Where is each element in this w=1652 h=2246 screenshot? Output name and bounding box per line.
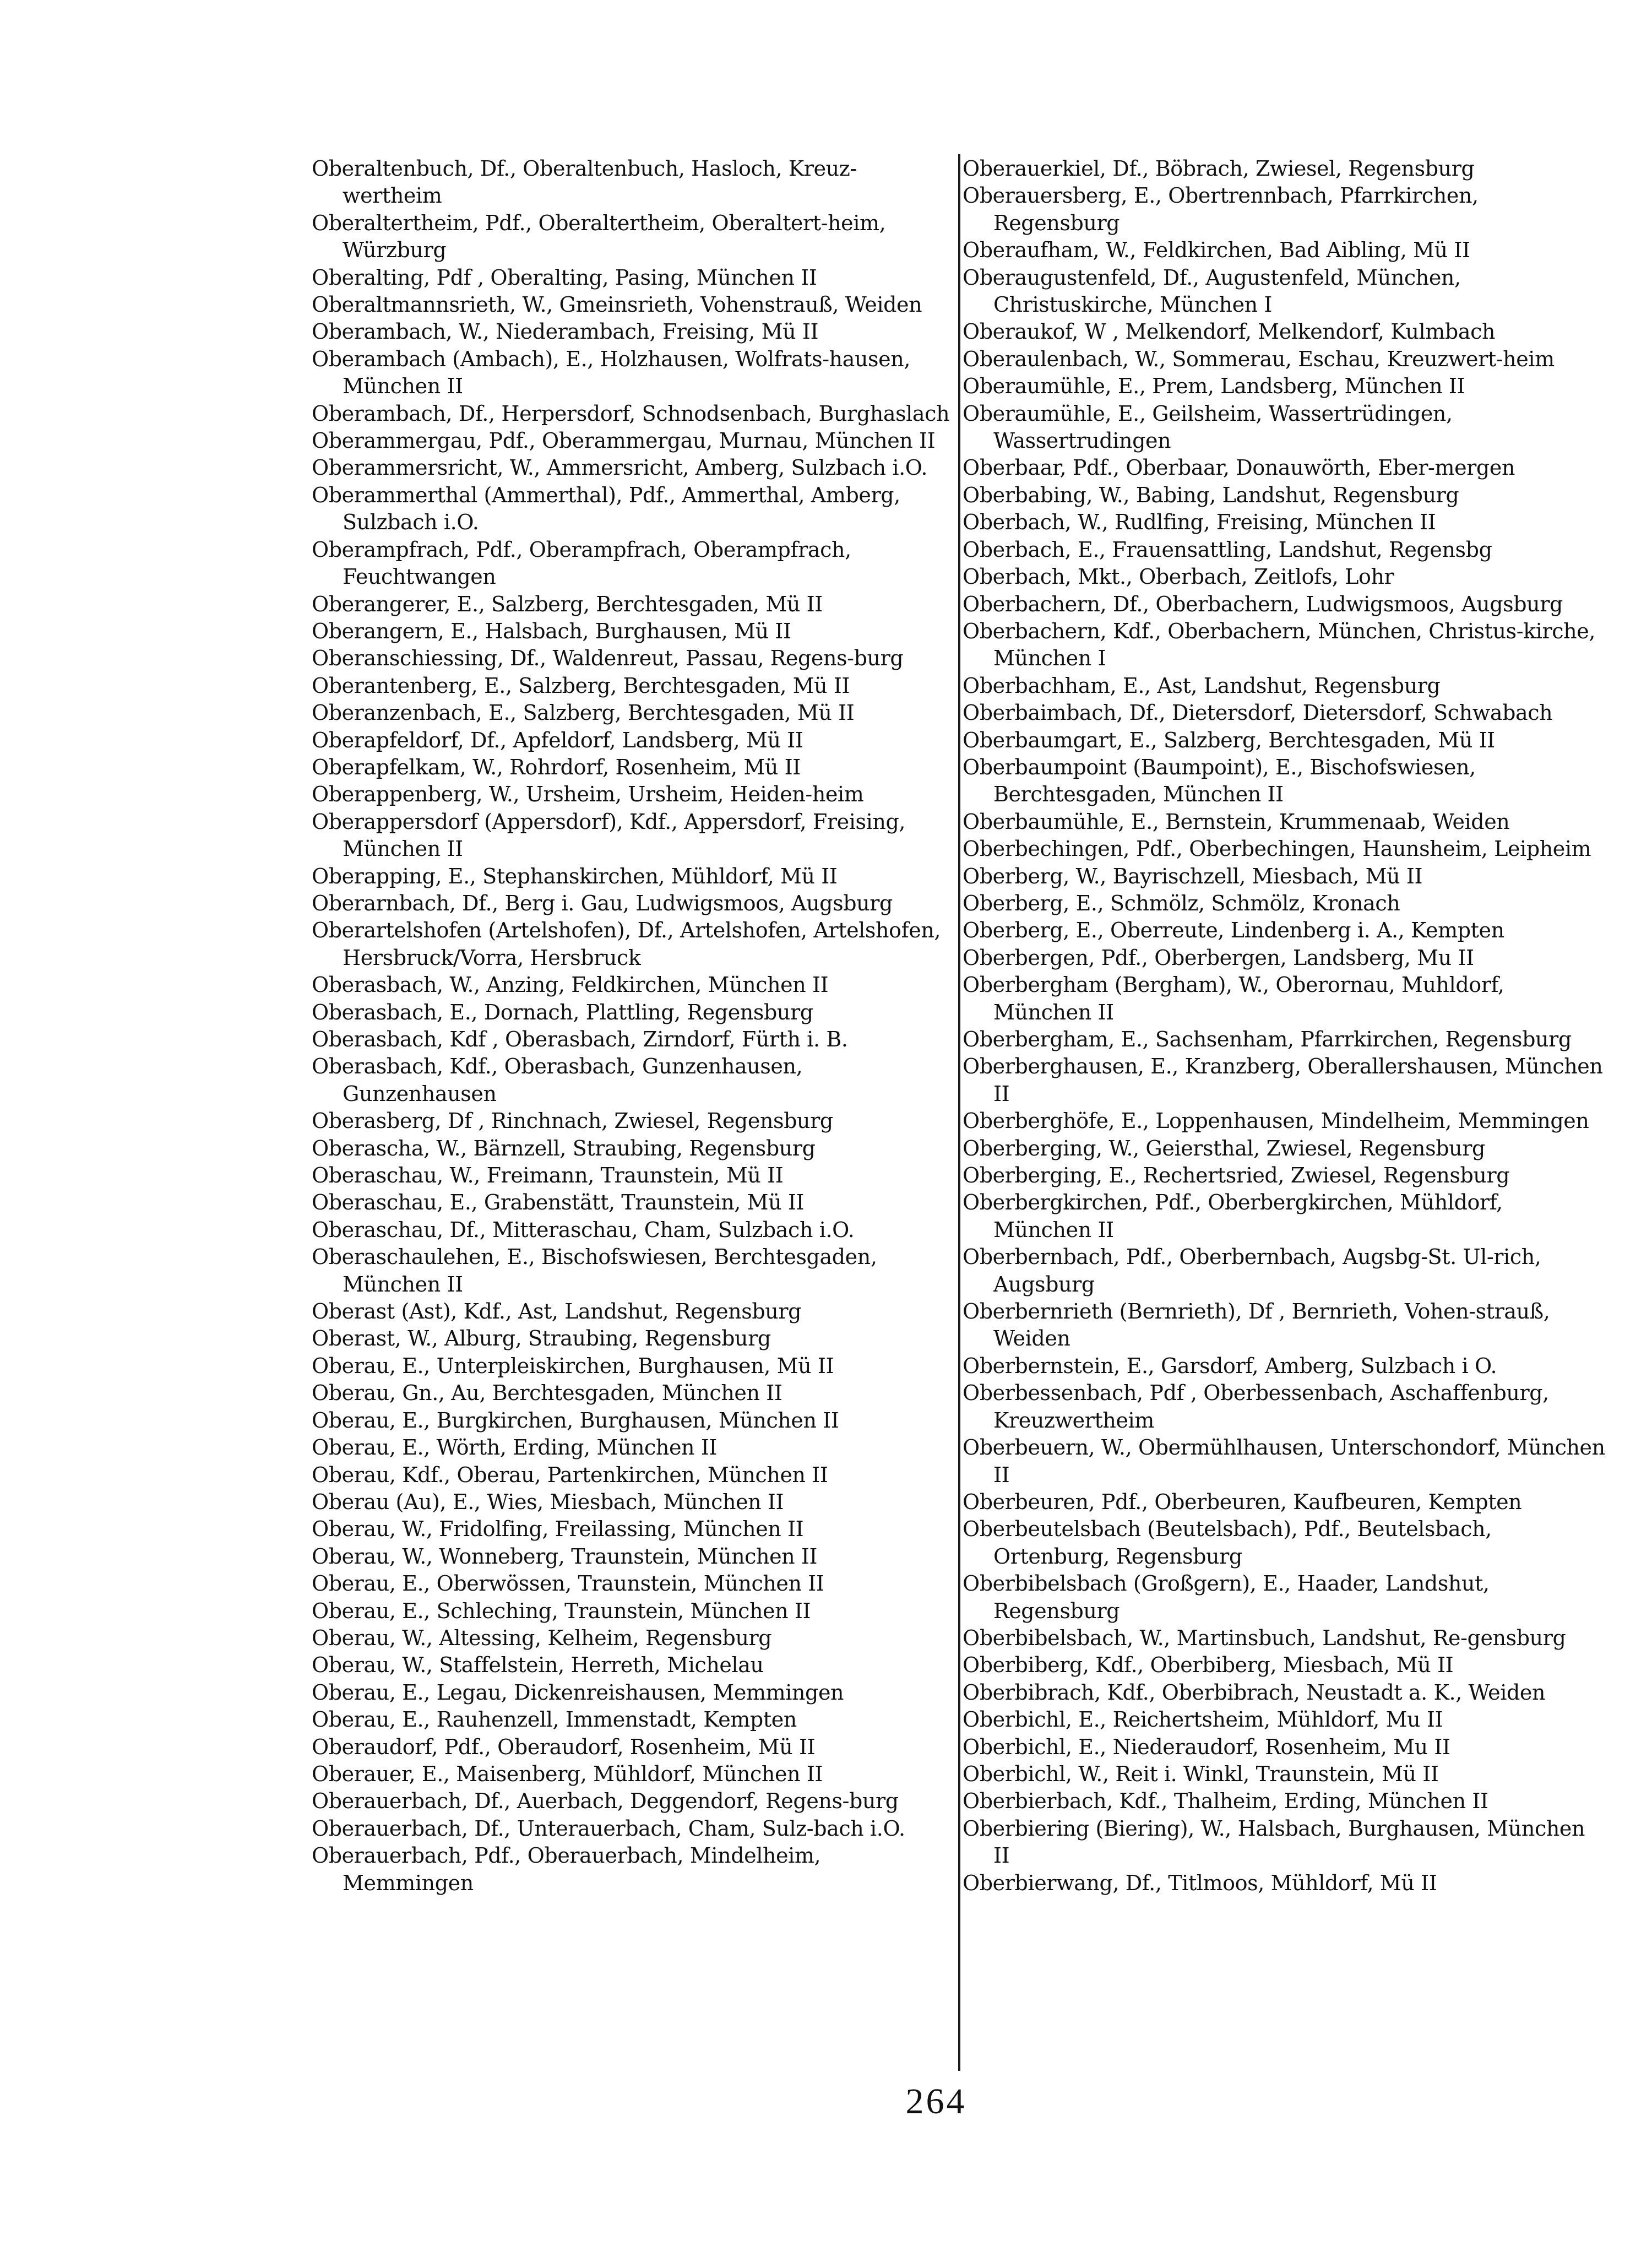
gazetteer-entry: Oberberg, E., Schmölz, Schmölz, Kronach	[963, 891, 1400, 915]
gazetteer-entry: Oberbiering (Biering), W., Halsbach, Burghausen, München II	[963, 1816, 1585, 1868]
gazetteer-entry: Oberapping, E., Stephanskirchen, Mühldorf, Mü II	[312, 864, 838, 888]
gazetteer-entry: Oberau, E., Schleching, Traunstein, München II	[312, 1598, 811, 1623]
gazetteer-entry: Oberaschau, Df., Mitteraschau, Cham, Sulzbach i.O.	[312, 1217, 855, 1242]
column-divider	[958, 154, 960, 2071]
page-number: 264	[905, 2081, 967, 2122]
gazetteer-entry: Oberberg, E., Oberreute, Lindenberg i. A., Kempten	[963, 918, 1504, 943]
gazetteer-entry: Oberauer, E., Maisenberg, Mühldorf, München II	[312, 1761, 823, 1786]
gazetteer-entry: Oberaudorf, Pdf., Oberaudorf, Rosenheim, Mü II	[312, 1734, 816, 1759]
gazetteer-entry: Oberbaar, Pdf., Oberbaar, Donauwörth, Eber-mergen	[963, 455, 1515, 480]
gazetteer-entry: Oberambach, W., Niederambach, Freising, Mü II	[312, 319, 819, 344]
gazetteer-entry: Oberau, W., Staffelstein, Herreth, Michelau	[312, 1653, 764, 1678]
gazetteer-entry: Oberbabing, W., Babing, Landshut, Regensburg	[963, 482, 1459, 507]
gazetteer-entry: Oberaumühle, E., Prem, Landsberg, München II	[963, 374, 1465, 399]
gazetteer-entry: Oberaukof, W , Melkendorf, Melkendorf, Kulmbach	[963, 319, 1496, 344]
gazetteer-entry: Oberbibelsbach (Großgern), E., Haader, Landshut, Regensburg	[963, 1571, 1490, 1623]
gazetteer-entry: Oberauersberg, E., Obertrennbach, Pfarrkirchen, Regensburg	[963, 183, 1479, 235]
gazetteer-entry: Oberau, E., Rauhenzell, Immenstadt, Kempten	[312, 1707, 797, 1732]
gazetteer-entry: Oberbaumgart, E., Salzberg, Berchtesgaden, Mü II	[963, 728, 1495, 752]
gazetteer-entry: Oberauerbach, Pdf., Oberauerbach, Mindelheim, Memmingen	[312, 1843, 821, 1895]
gazetteer-entry: Oberasbach, Kdf., Oberasbach, Gunzenhausen, Gunzenhausen	[312, 1054, 803, 1106]
gazetteer-entry: Oberasbach, E., Dornach, Plattling, Regensburg	[312, 1000, 813, 1024]
left-column	[312, 155, 955, 1897]
gazetteer-entry: Oberbierwang, Df., Titlmoos, Mühldorf, Mü II	[963, 1870, 1437, 1895]
gazetteer-entry: Oberbergen, Pdf., Oberbergen, Landsberg, Mu II	[963, 945, 1474, 970]
gazetteer-entry: Oberbach, Mkt., Oberbach, Zeitlofs, Lohr	[963, 565, 1394, 589]
gazetteer-entry: Oberaschaulehen, E., Bischofswiesen, Berchtesgaden, München II	[312, 1245, 877, 1296]
gazetteer-entry: Oberaltenbuch, Df., Oberaltenbuch, Hasloch, Kreuz-wertheim	[312, 156, 857, 208]
gazetteer-entry: Oberbierbach, Kdf., Thalheim, Erding, München II	[963, 1789, 1488, 1814]
gazetteer-entry: Oberbachham, E., Ast, Landshut, Regensburg	[963, 673, 1441, 698]
gazetteer-entry: Oberartelshofen (Artelshofen), Df., Artelshofen, Artelshofen, Hersbruck/Vorra, Hersbruck	[312, 918, 941, 970]
gazetteer-entry: Oberappersdorf (Appersdorf), Kdf., Appersdorf, Freising, München II	[312, 809, 906, 861]
gazetteer-entry: Oberau, W., Wonneberg, Traunstein, München II	[312, 1544, 818, 1569]
gazetteer-entry: Oberangerer, E., Salzberg, Berchtesgaden, Mü II	[312, 592, 823, 616]
gazetteer-entry: Oberammerthal (Ammerthal), Pdf., Ammerthal, Amberg, Sulzbach i.O.	[312, 482, 900, 535]
gazetteer-entry: Oberapfelkam, W., Rohrdorf, Rosenheim, Mü II	[312, 755, 801, 779]
gazetteer-entry: Oberau, Gn., Au, Berchtesgaden, München II	[312, 1381, 782, 1406]
gazetteer-entry: Oberangern, E., Halsbach, Burghausen, Mü II	[312, 619, 791, 643]
gazetteer-entry: Oberambach (Ambach), E., Holzhausen, Wolfrats-hausen, München II	[312, 346, 910, 399]
gazetteer-entry: Oberau, E., Burgkirchen, Burghausen, München II	[312, 1408, 839, 1433]
gazetteer-entry: Oberau, E., Legau, Dickenreishausen, Memmingen	[312, 1680, 844, 1705]
gazetteer-entry: Oberbaimbach, Df., Dietersdorf, Dietersdorf, Schwabach	[963, 701, 1553, 725]
gazetteer-entry: Oberau, W., Fridolfing, Freilassing, München II	[312, 1517, 804, 1542]
gazetteer-entry: Oberberging, W., Geiersthal, Zwiesel, Regensburg	[963, 1136, 1485, 1160]
gazetteer-entry: Oberbaumühle, E., Bernstein, Krummenaab, Weiden	[963, 809, 1510, 834]
gazetteer-entry: Oberbernstein, E., Garsdorf, Amberg, Sulzbach i O.	[963, 1353, 1497, 1378]
gazetteer-entry: Oberau (Au), E., Wies, Miesbach, München II	[312, 1489, 784, 1514]
gazetteer-entry: Oberast (Ast), Kdf., Ast, Landshut, Regensburg	[312, 1299, 802, 1324]
gazetteer-entry: Oberbechingen, Pdf., Oberbechingen, Haunsheim, Leipheim	[963, 837, 1591, 861]
gazetteer-entry: Oberauerbach, Df., Unterauerbach, Cham, Sulz-bach i.O.	[312, 1816, 905, 1841]
gazetteer-entry: Oberanzenbach, E., Salzberg, Berchtesgaden, Mü II	[312, 701, 855, 725]
gazetteer-entry: Oberaufham, W., Feldkirchen, Bad Aibling, Mü II	[963, 238, 1470, 263]
gazetteer-entry: Oberbach, E., Frauensattling, Landshut, Regensbg	[963, 537, 1492, 562]
gazetteer-entry: Oberberg, W., Bayrischzell, Miesbach, Mü II	[963, 864, 1423, 888]
gazetteer-entry: Oberaschau, E., Grabenstätt, Traunstein, Mü II	[312, 1190, 805, 1215]
gazetteer-entry: Oberbibrach, Kdf., Oberbibrach, Neustadt a. K., Weiden	[963, 1680, 1546, 1705]
gazetteer-entry: Oberberging, E., Rechertsried, Zwiesel, Regensburg	[963, 1163, 1510, 1188]
gazetteer-entry: Oberbichl, W., Reit i. Winkl, Traunstein, Mü II	[963, 1761, 1439, 1786]
gazetteer-entry: Oberauerkiel, Df., Böbrach, Zwiesel, Regensburg	[963, 156, 1475, 181]
gazetteer-entry: Oberau, Kdf., Oberau, Partenkirchen, München II	[312, 1462, 828, 1487]
gazetteer-entry: Oberbeuren, Pdf., Oberbeuren, Kaufbeuren, Kempten	[963, 1489, 1522, 1514]
gazetteer-entry: Oberambach, Df., Herpersdorf, Schnodsenbach, Burghaslach	[312, 401, 950, 426]
gazetteer-entry: Oberapfeldorf, Df., Apfeldorf, Landsberg, Mü II	[312, 728, 803, 752]
gazetteer-entry: Oberantenberg, E., Salzberg, Berchtesgaden, Mü II	[312, 673, 850, 698]
gazetteer-entry: Oberaulenbach, W., Sommerau, Eschau, Kreuzwert-heim	[963, 346, 1555, 371]
gazetteer-entry: Oberampfrach, Pdf., Oberampfrach, Oberampfrach, Feuchtwangen	[312, 537, 851, 589]
gazetteer-entry: Oberanschiessing, Df., Waldenreut, Passau, Regens-burg	[312, 646, 904, 671]
gazetteer-entry: Oberbichl, E., Reichertsheim, Mühldorf, Mu II	[963, 1707, 1443, 1732]
gazetteer-entry: Oberappenberg, W., Ursheim, Ursheim, Heiden-heim	[312, 782, 864, 807]
gazetteer-entry: Oberbaumpoint (Baumpoint), E., Bischofswiesen, Berchtesgaden, München II	[963, 755, 1476, 807]
gazetteer-entry: Oberau, E., Wörth, Erding, München II	[312, 1435, 718, 1460]
gazetteer-entry: Oberaltmannsrieth, W., Gmeinsrieth, Vohenstrauß, Weiden	[312, 292, 922, 317]
gazetteer-entry: Oberaschau, W., Freimann, Traunstein, Mü II	[312, 1163, 784, 1188]
gazetteer-entry: Oberaumühle, E., Geilsheim, Wassertrüdingen, Wassertrudingen	[963, 401, 1453, 453]
gazetteer-entry: Oberberghausen, E., Kranzberg, Oberallershausen, München II	[963, 1054, 1603, 1106]
gazetteer-entry: Oberbergham, E., Sachsenham, Pfarrkirchen, Regensburg	[963, 1027, 1572, 1051]
gazetteer-entry: Oberaugustenfeld, Df., Augustenfeld, München, Christuskirche, München I	[963, 265, 1461, 317]
gazetteer-entry: Oberasbach, W., Anzing, Feldkirchen, München II	[312, 973, 829, 997]
gazetteer-entry: Oberasberg, Df , Rinchnach, Zwiesel, Regensburg	[312, 1109, 833, 1133]
gazetteer-entry: Oberbichl, E., Niederaudorf, Rosenheim, Mu II	[963, 1734, 1450, 1759]
gazetteer-entry: Oberbibelsbach, W., Martinsbuch, Landshut, Re-gensburg	[963, 1625, 1566, 1650]
gazetteer-entry: Oberau, W., Altessing, Kelheim, Regensburg	[312, 1625, 772, 1650]
gazetteer-entry: Oberalting, Pdf , Oberalting, Pasing, München II	[312, 265, 817, 290]
gazetteer-entry: Oberbeuern, W., Obermühlhausen, Unterschondorf, München II	[963, 1435, 1605, 1487]
gazetteer-entry: Oberbernbach, Pdf., Oberbernbach, Augsbg-St. Ul-rich, Augsburg	[963, 1245, 1541, 1296]
gazetteer-entry: Oberbergham (Bergham), W., Oberornau, Muhldorf, München II	[963, 973, 1504, 1024]
gazetteer-entry: Oberast, W., Alburg, Straubing, Regensburg	[312, 1326, 771, 1351]
gazetteer-entry: Oberbergkirchen, Pdf., Oberbergkirchen, Mühldorf, München II	[963, 1190, 1503, 1242]
gazetteer-entry: Oberascha, W., Bärnzell, Straubing, Regensburg	[312, 1136, 816, 1160]
right-column	[963, 155, 1606, 1897]
gazetteer-entry: Oberbach, W., Rudlfing, Freising, München II	[963, 510, 1436, 535]
gazetteer-entry: Oberbessenbach, Pdf , Oberbessenbach, Aschaffenburg, Kreuzwertheim	[963, 1381, 1549, 1433]
gazetteer-entry: Oberammergau, Pdf., Oberammergau, Murnau, München II	[312, 428, 936, 453]
gazetteer-entry: Oberau, E., Unterpleiskirchen, Burghausen, Mü II	[312, 1353, 834, 1378]
gazetteer-entry: Oberarnbach, Df., Berg i. Gau, Ludwigsmoos, Augsburg	[312, 891, 893, 915]
gazetteer-entry: Oberau, E., Oberwössen, Traunstein, München II	[312, 1571, 824, 1596]
gazetteer-entry: Oberbachern, Df., Oberbachern, Ludwigsmoos, Augsburg	[963, 592, 1563, 616]
gazetteer-entry: Oberammersricht, W., Ammersricht, Amberg, Sulzbach i.O.	[312, 455, 928, 480]
gazetteer-entry: Oberauerbach, Df., Auerbach, Deggendorf, Regens-burg	[312, 1789, 899, 1814]
gazetteer-entry: Oberasbach, Kdf , Oberasbach, Zirndorf, Fürth i. B.	[312, 1027, 848, 1051]
gazetteer-entry: Oberaltertheim, Pdf., Oberaltertheim, Oberaltert-heim, Würzburg	[312, 210, 886, 263]
gazetteer-entry: Oberbeutelsbach (Beutelsbach), Pdf., Beutelsbach, Ortenburg, Regensburg	[963, 1517, 1492, 1569]
gazetteer-entry: Oberbiberg, Kdf., Oberbiberg, Miesbach, Mü II	[963, 1653, 1454, 1678]
gazetteer-entry: Oberberghöfe, E., Loppenhausen, Mindelheim, Memmingen	[963, 1109, 1589, 1133]
gazetteer-entry: Oberbachern, Kdf., Oberbachern, München, Christus-kirche, München I	[963, 619, 1596, 671]
gazetteer-entry: Oberbernrieth (Bernrieth), Df , Bernrieth, Vohen-strauß, Weiden	[963, 1299, 1550, 1351]
